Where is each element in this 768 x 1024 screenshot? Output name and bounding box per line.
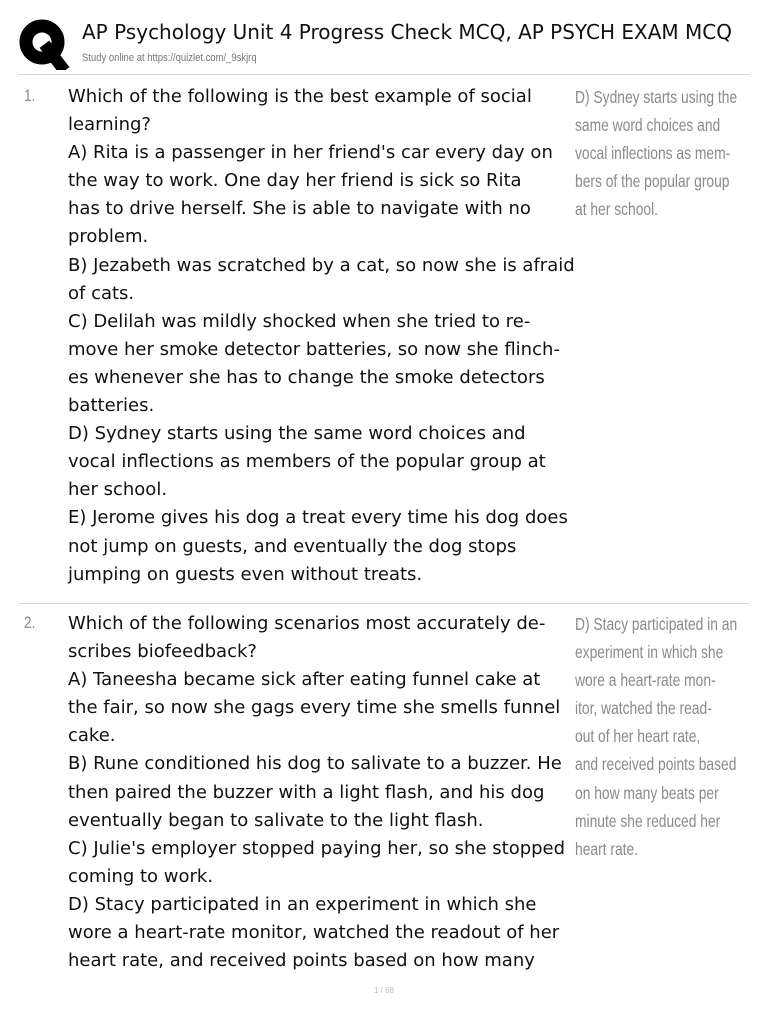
answer-text (575, 610, 765, 863)
answer-line: minute she reduced her (575, 810, 721, 831)
question-line: batteries. (68, 395, 155, 417)
question-line: A) Rita is a passenger in her friend's car every day on (68, 142, 553, 164)
document-header (0, 0, 768, 74)
question-line: scribes biofeedback? (68, 641, 257, 663)
answer-line: same word choices and (575, 115, 721, 136)
question-line: C) Julie's employer stopped paying her, so she stopped (68, 837, 566, 859)
question-line: A) Taneesha became sick after eating funnel cake at (68, 669, 541, 691)
question-number: 2. (24, 613, 36, 632)
question-line: coming to work. (68, 865, 214, 887)
question-line: cake. (68, 725, 116, 747)
question-line: not jump on guests, and eventually the dog stops (68, 535, 517, 557)
page-number: 1 / 68 (373, 986, 394, 995)
answer-line: out of her heart rate, (575, 726, 701, 747)
question-line: B) Rune conditioned his dog to salivate to a buzzer. He (68, 753, 562, 775)
header-divider (18, 74, 750, 75)
question-text (68, 610, 578, 975)
answer-line: on how many beats per (575, 782, 719, 803)
answer-text (575, 83, 765, 223)
question-line: es whenever she has to change the smoke detectors (68, 366, 545, 388)
answer-line: at her school. (575, 199, 658, 220)
question-text (68, 83, 578, 589)
answer-line: heart rate. (575, 838, 639, 859)
question-line: E) Jerome gives his dog a treat every time his dog does (68, 507, 568, 529)
question-line: eventually began to salivate to the light flash. (68, 809, 484, 831)
document-title: AP Psychology Unit 4 Progress Check MCQ, AP PSYCH EXAM MCQ (82, 20, 733, 44)
question-line: Which of the following is the best example of social (68, 86, 532, 107)
question-line: Which of the following scenarios most accurately de- (68, 613, 546, 634)
question-divider (18, 603, 750, 604)
question-line: the way to work. One day her friend is sick so Rita (68, 170, 522, 192)
question-line: has to drive herself. She is able to navigate with no (68, 198, 531, 220)
question-line: wore a heart-rate monitor, watched the readout of her (68, 922, 560, 944)
answer-line: vocal inflections as mem- (575, 143, 731, 164)
question-number: 1. (24, 86, 36, 105)
answer-line: experiment in which she (575, 642, 724, 663)
answer-line: D) Stacy participated in an (575, 614, 738, 634)
study-online-link[interactable]: Study online at https://quizlet.com/_9skjrq (82, 52, 257, 64)
question-line: heart rate, and received points based on how many (68, 950, 535, 972)
question-line: then paired the buzzer with a light flash, and his dog (68, 781, 545, 803)
answer-line: wore a heart-rate mon- (575, 670, 716, 691)
quizlet-q-logo-icon (18, 18, 70, 70)
question-line: jumping on guests even without treats. (68, 563, 423, 585)
question-line: the fair, so now she gags every time she smells funnel (68, 697, 561, 719)
question-line: move her smoke detector batteries, so now she flinch- (68, 338, 560, 360)
question-line: B) Jezabeth was scratched by a cat, so now she is afraid (68, 254, 575, 276)
question-line: C) Delilah was mildly shocked when she tried to re- (68, 310, 531, 332)
answer-line: D) Sydney starts using the (575, 87, 738, 107)
question-line: problem. (68, 226, 149, 248)
answer-line: bers of the popular group (575, 171, 730, 192)
answer-line: itor, watched the read- (575, 698, 712, 719)
question-line: of cats. (68, 282, 135, 304)
question-line: her school. (68, 479, 168, 501)
answer-line: and received points based (575, 754, 737, 775)
question-line: vocal inflections as members of the popular group at (68, 451, 546, 473)
question-line: learning? (68, 114, 151, 136)
question-line: D) Sydney starts using the same word choices and (68, 423, 526, 445)
question-line: D) Stacy participated in an experiment in which she (68, 893, 537, 915)
